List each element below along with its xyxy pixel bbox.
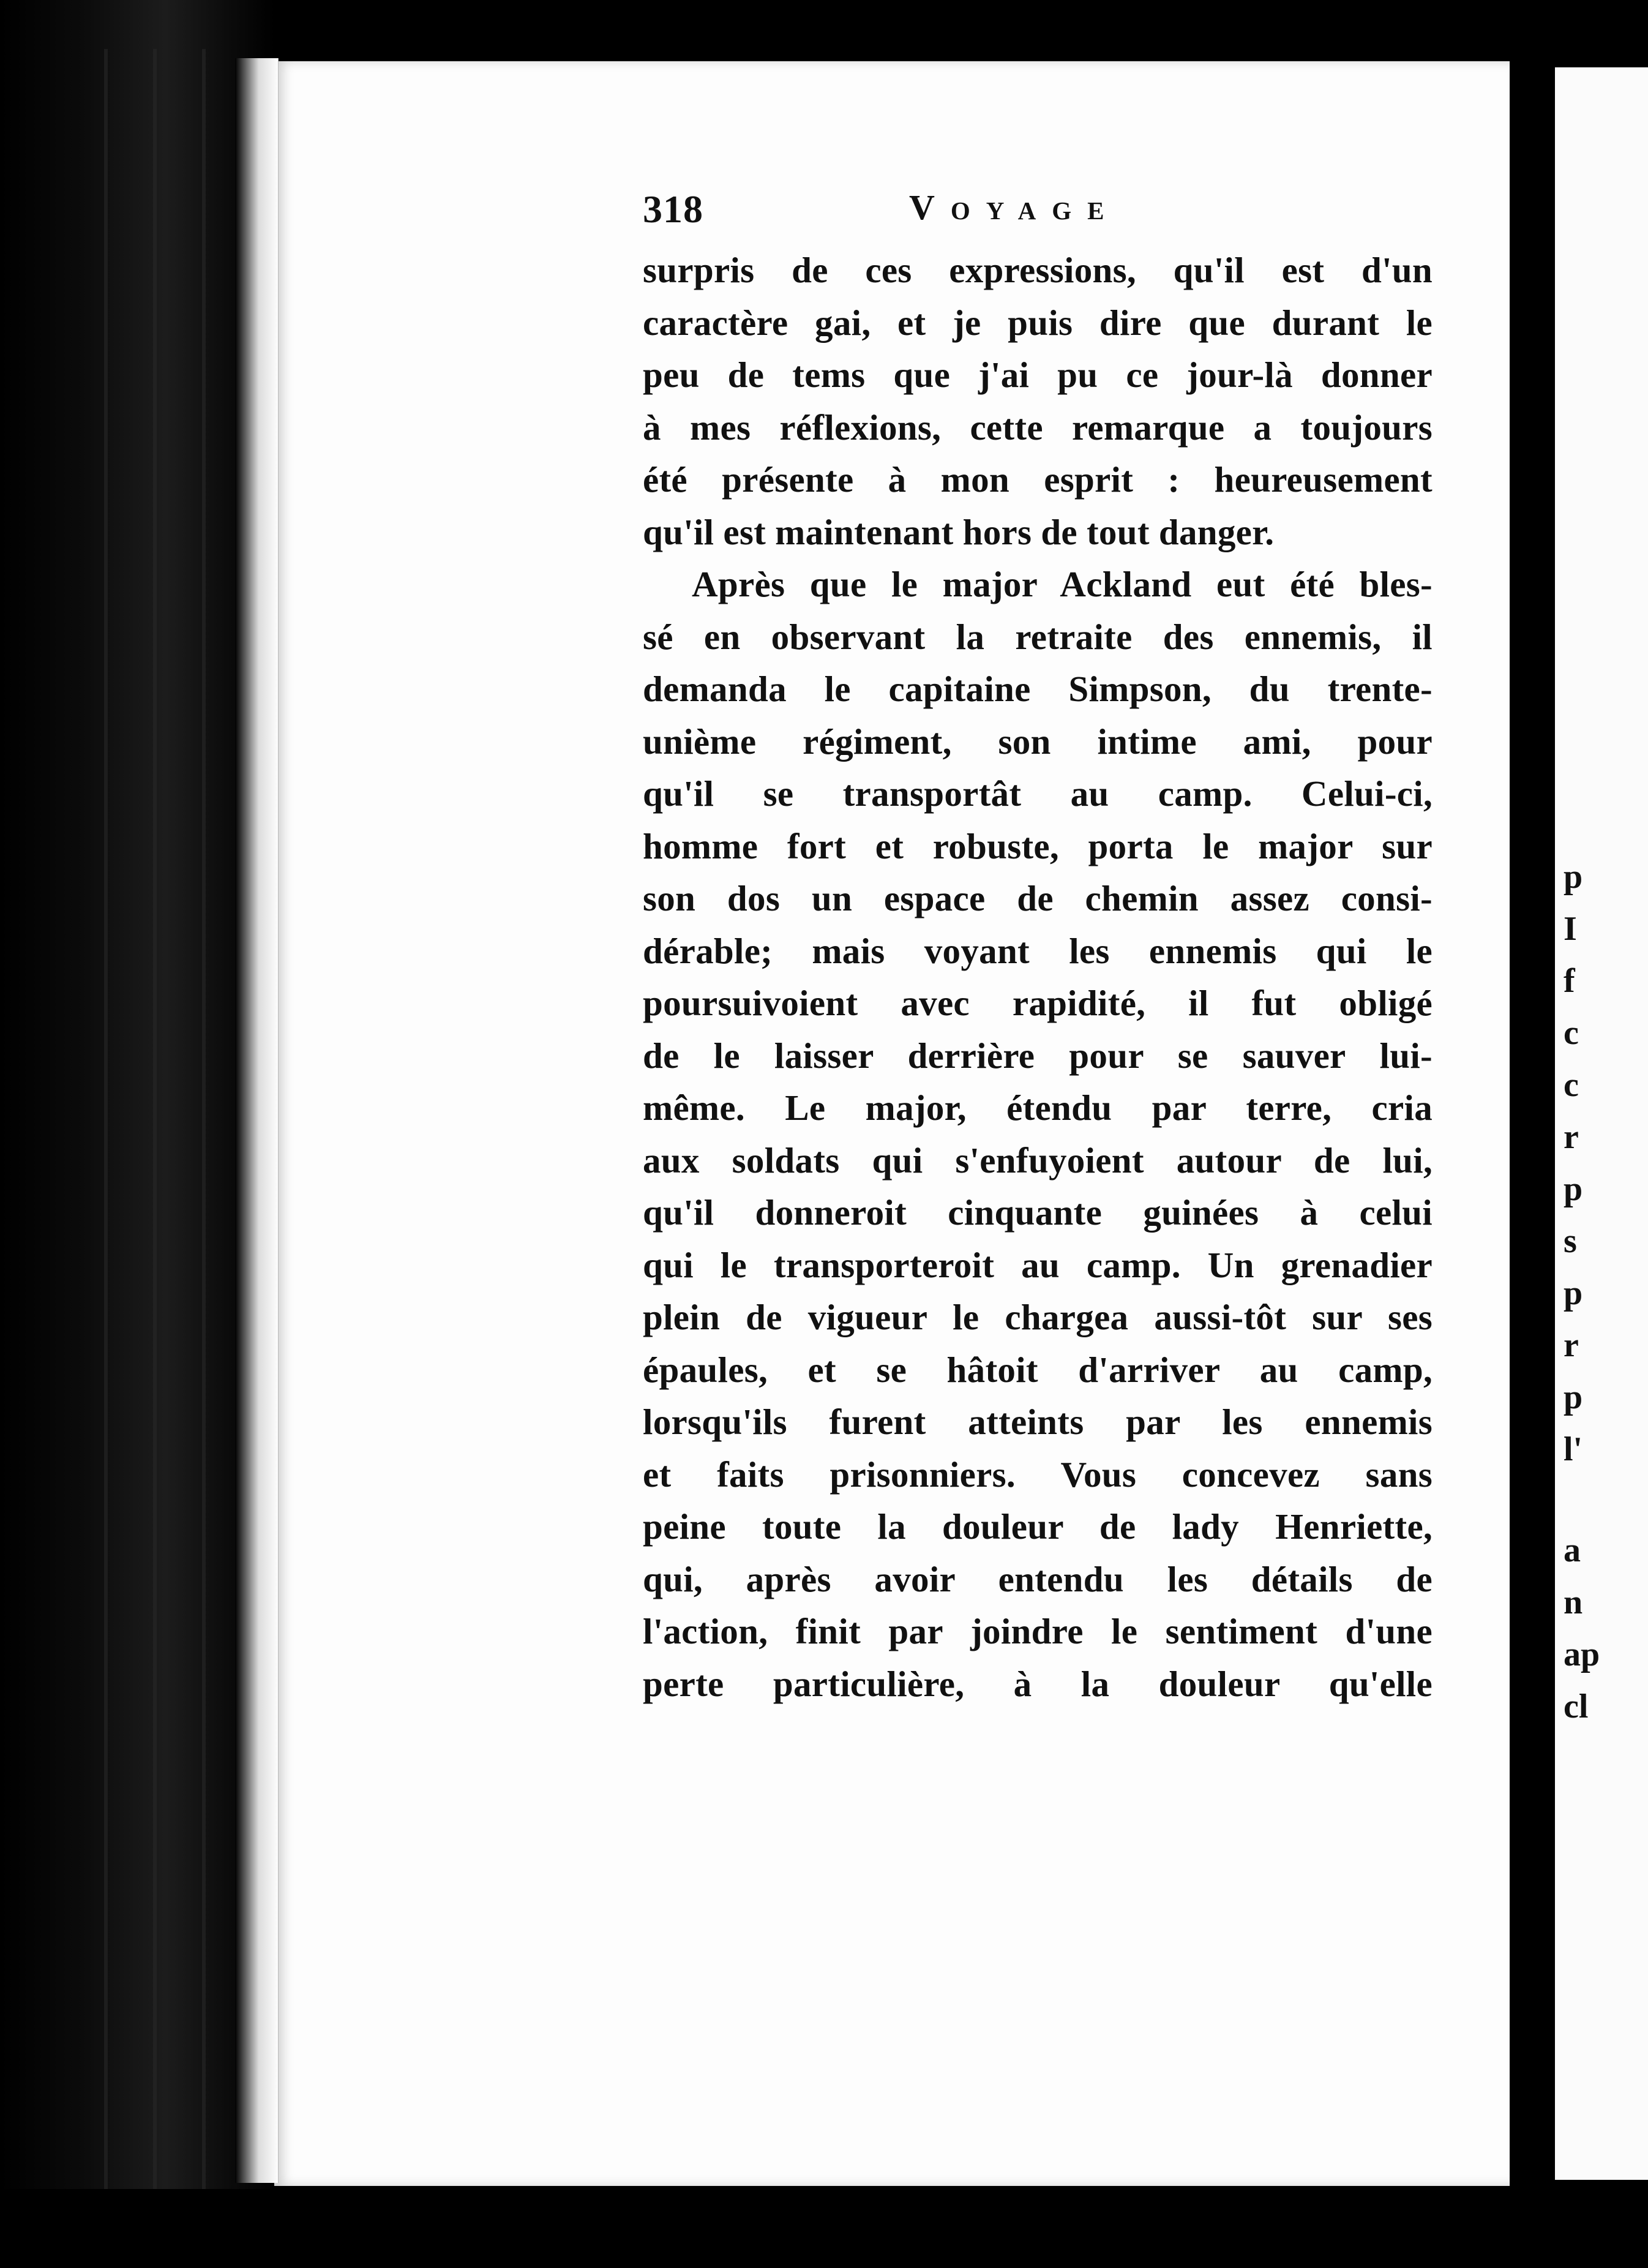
text-line: caractère gai, et je puis dire que durant le [643,302,1433,343]
facing-page-fragment: p [1564,1274,1583,1312]
facing-page-fragment: I [1564,910,1577,948]
text-line: Après que le major Ackland eut été bles- [692,564,1433,604]
text-line: homme fort et robuste, porta le major sur [643,825,1433,866]
text-line: qu'il donneroit cinquante guinées à celui [643,1192,1433,1233]
text-line: qui, après avoir entendu les détails de [643,1558,1433,1599]
binding-streak [104,49,108,2192]
bottom-margin [0,2189,1648,2268]
facing-page-fragment: l' [1564,1430,1583,1468]
text-line: peine toute la douleur de lady Henriette, [643,1506,1433,1547]
text-line: aux soldats qui s'enfuyoient autour de lui, [643,1140,1433,1181]
facing-page-fragment: c [1564,1014,1579,1052]
binding-streak [153,49,157,2192]
text-line: à mes réflexions, cette remarque a toujours [643,407,1433,448]
facing-page-fragment: cl [1564,1688,1589,1725]
facing-page-fragment: a [1564,1531,1581,1569]
text-line: qui le transporteroit au camp. Un grenadier [643,1244,1433,1285]
page-gap [1512,55,1555,2210]
text-line: lorsqu'ils furent atteints par les ennemis [643,1402,1433,1442]
facing-page-fragment: p [1564,1378,1583,1416]
text-line: poursuivoient avec rapidité, il fut obligé [643,983,1433,1023]
facing-page-fragment: ap [1564,1635,1600,1673]
facing-page-fragment: r [1564,1118,1579,1156]
text-line: même. Le major, étendu par terre, cria [643,1087,1433,1128]
text-line: sé en observant la retraite des ennemis, il [643,616,1433,657]
text-line: été présente à mon esprit : heureusement [643,459,1433,500]
facing-page-fragment: c [1564,1066,1579,1104]
facing-page-fragment: n [1564,1583,1583,1621]
text-line: qu'il se transportât au camp. Celui-ci, [643,773,1433,814]
body-text [643,244,1433,1710]
text-line: plein de vigueur le chargea aussi-tôt sur ses [643,1297,1433,1337]
text-line: de le laisser derrière pour se sauver lui- [643,1035,1433,1076]
facing-page-fragment: s [1564,1222,1577,1260]
text-line: épaules, et se hâtoit d'arriver au camp, [643,1349,1433,1390]
page-number: 318 [643,187,703,231]
facing-page-fragment: p [1564,1170,1583,1208]
text-line: unième régiment, son intime ami, pour [643,721,1433,762]
running-head [643,187,1433,236]
facing-page-fragment: r [1564,1326,1579,1364]
text-line: demanda le capitaine Simpson, du trente- [643,669,1433,709]
text-line: perte particulière, à la douleur qu'elle [643,1663,1433,1704]
text-line: dérable; mais voyant les ennemis qui le [643,930,1433,971]
text-line: qu'il est maintenant hors de tout danger. [643,511,1275,552]
facing-page-edge [1555,67,1648,2180]
text-line: et faits prisonniers. Vous concevez sans [643,1454,1433,1495]
text-line: l'action, finit par joindre le sentiment d'une [643,1611,1433,1651]
binding-streak [202,49,206,2192]
facing-page-fragment: f [1564,962,1575,1000]
text-line: son dos un espace de chemin assez consi- [643,878,1433,918]
running-head-title: Voyage [909,187,1120,227]
text-line: peu de tems que j'ai pu ce jour-là donner [643,355,1433,395]
book-binding [0,0,275,2268]
text-line: surpris de ces expressions, qu'il est d'un [643,250,1433,290]
page-edge-shadow [235,58,279,2183]
facing-page-fragment: p [1564,858,1583,896]
page-content [643,187,1433,1710]
